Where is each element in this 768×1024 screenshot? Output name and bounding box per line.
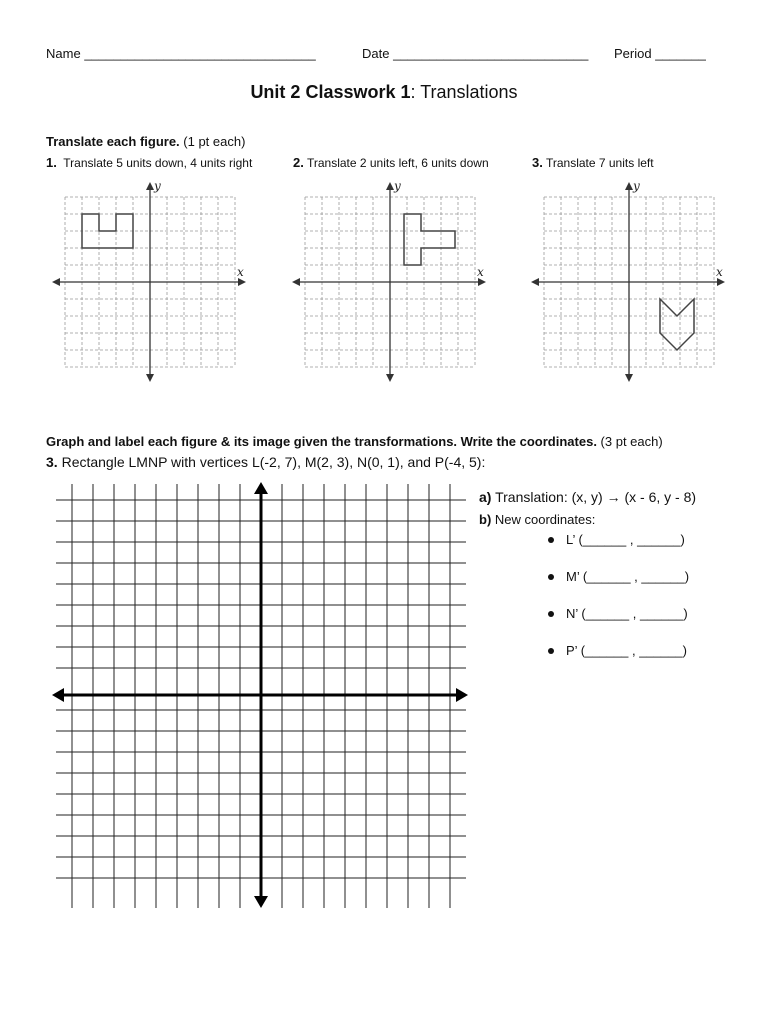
small-graph-1[interactable] <box>50 180 250 385</box>
period-blank[interactable]: _______ <box>655 46 706 61</box>
y-axis-label-3: y <box>633 180 640 193</box>
problem-1-text: Translate 5 units down, 4 units right <box>63 156 253 170</box>
name-field[interactable] <box>46 46 316 61</box>
answer-L-text[interactable]: L’ (______ , ______) <box>566 532 685 547</box>
x-axis-label-2: x <box>477 265 484 279</box>
figure-2-shape <box>404 214 455 265</box>
problem-rectangle-text: Rectangle LMNP with vertices L(-2, 7), M(2, 3), N(0, 1), and P(-4, 5): <box>57 454 486 470</box>
period-label: Period <box>614 46 652 61</box>
figure-3-shape <box>660 299 694 350</box>
small-axes-2 <box>292 182 486 382</box>
answer-P[interactable] <box>548 643 687 658</box>
name-blank[interactable]: ________________________________ <box>84 46 316 61</box>
name-label: Name <box>46 46 81 61</box>
title-subtitle: Translations <box>420 82 518 102</box>
part-a-text: Translation: (x, y) → (x - 6, y - 8) <box>491 489 697 505</box>
date-blank[interactable]: ___________________________ <box>393 46 589 61</box>
problem-2-label <box>293 155 489 170</box>
title-separator: : <box>410 82 421 102</box>
section2-heading-text: Graph and label each figure & its image given the transformations. Write the coordinates. <box>46 434 597 449</box>
bullet-icon <box>548 574 554 580</box>
part-a <box>479 489 696 505</box>
page-title <box>0 82 768 103</box>
section2-heading <box>46 434 663 449</box>
small-graph-2[interactable] <box>290 180 490 385</box>
part-b <box>479 512 595 527</box>
problem-2-number: 2. <box>293 155 304 170</box>
period-field[interactable] <box>614 46 706 61</box>
problem-3-label <box>532 155 654 170</box>
section2-points: (3 pt each) <box>596 434 663 449</box>
problem-3-number: 3. <box>532 155 543 170</box>
section1-points: (1 pt each) <box>179 134 246 149</box>
x-axis-label-1: x <box>237 265 244 279</box>
problem-rectangle-label <box>46 454 485 470</box>
y-axis-label-1: y <box>154 180 161 193</box>
answer-N-text[interactable]: N’ (______ , ______) <box>566 606 688 621</box>
problem-2-text: Translate 2 units left, 6 units down <box>306 156 489 170</box>
x-axis-label-3: x <box>716 265 723 279</box>
small-graph-3[interactable] <box>529 180 729 385</box>
problem-3-text: Translate 7 units left <box>545 156 654 170</box>
y-axis-label-2: y <box>394 180 401 193</box>
section1-heading-text: Translate each figure. <box>46 134 180 149</box>
bullet-icon <box>548 537 554 543</box>
section1-heading <box>46 134 245 149</box>
large-graph[interactable] <box>50 478 475 914</box>
part-b-label: b) <box>479 512 492 527</box>
small-axes-1 <box>52 182 246 382</box>
date-field[interactable] <box>362 46 588 61</box>
problem-1-number: 1. <box>46 155 57 170</box>
answer-P-text[interactable]: P’ (______ , ______) <box>566 643 687 658</box>
answer-M[interactable] <box>548 569 689 584</box>
bullet-icon <box>548 611 554 617</box>
answer-N[interactable] <box>548 606 688 621</box>
answer-M-text[interactable]: M’ (______ , ______) <box>566 569 690 584</box>
small-axes-3 <box>531 182 725 382</box>
answer-L[interactable] <box>548 532 685 547</box>
problem-rectangle-number: 3. <box>46 454 58 470</box>
part-b-text: New coordinates: <box>491 512 596 527</box>
title-bold: Unit 2 Classwork 1 <box>250 82 411 102</box>
part-a-label: a) <box>479 489 492 505</box>
date-label: Date <box>362 46 390 61</box>
bullet-icon <box>548 648 554 654</box>
problem-1-label <box>46 155 252 170</box>
